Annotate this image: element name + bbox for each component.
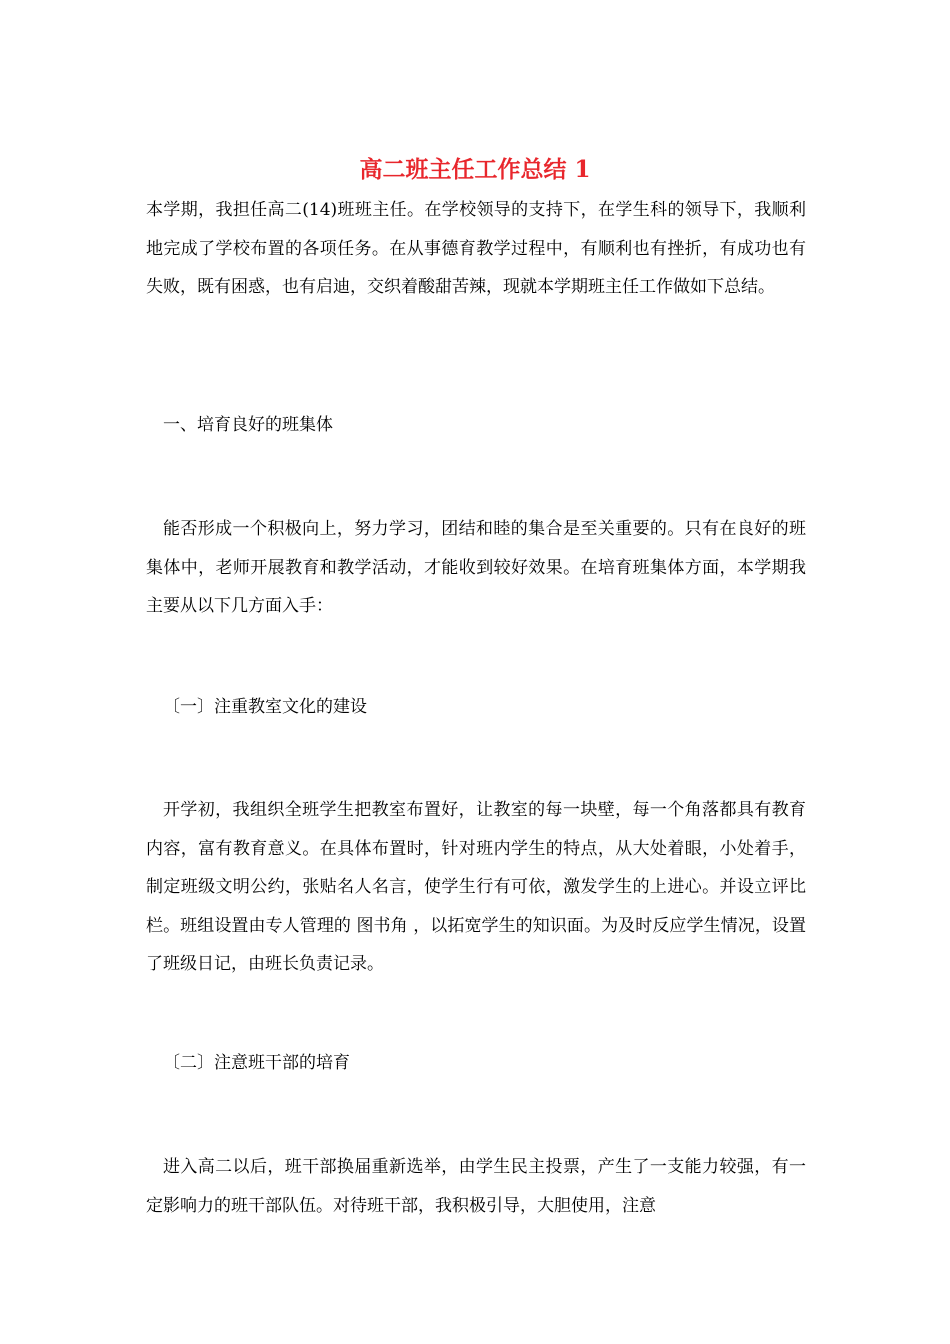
section-heading-1: 一、培育良好的班集体 xyxy=(163,415,333,435)
subsection-heading-2: 〔二〕注意班干部的培育 xyxy=(163,1053,350,1073)
subsection-1-paragraph: 开学初，我组织全班学生把教室布置好，让教室的每一块壁，每一个角落都具有教育内容，富有教育意义。在具体布置时，针对班内学生的特点，从大处着眼，小处着手，制定班级文明公约，张贴名人名言，使学生行有可依，激发学生的上进心。并设立评比栏。班组设置由专人管理的 图书角 ，以拓宽学生的知识面。为及时反应学生情况，设置了班级日记，由班长负责记录。 xyxy=(146,800,806,974)
intro-paragraph: 本学期，我担任高二(14)班班主任。在学校领导的支持下，在学生科的领导下，我顺利地完成了学校布置的各项任务。在从事德育教学过程中，有顺利也有挫折，有成功也有失败，既有困惑，也有启迪，交织着酸甜苦辣，现就本学期班主任工作做如下总结。 xyxy=(146,200,806,297)
document-title: 高二班主任工作总结 1 xyxy=(359,156,591,183)
subsection-heading-1: 〔一〕注重教室文化的建设 xyxy=(163,697,367,717)
section-1-paragraph: 能否形成一个积极向上，努力学习，团结和睦的集合是至关重要的。只有在良好的班集体中，老师开展教育和教学活动，才能收到较好效果。在培育班集体方面，本学期我主要从以下几方面入手： xyxy=(146,519,806,616)
subsection-2-paragraph: 进入高二以后，班干部换届重新选举，由学生民主投票，产生了一支能力较强，有一定影响力的班干部队伍。对待班干部，我积极引导，大胆使用，注意 xyxy=(146,1157,806,1216)
